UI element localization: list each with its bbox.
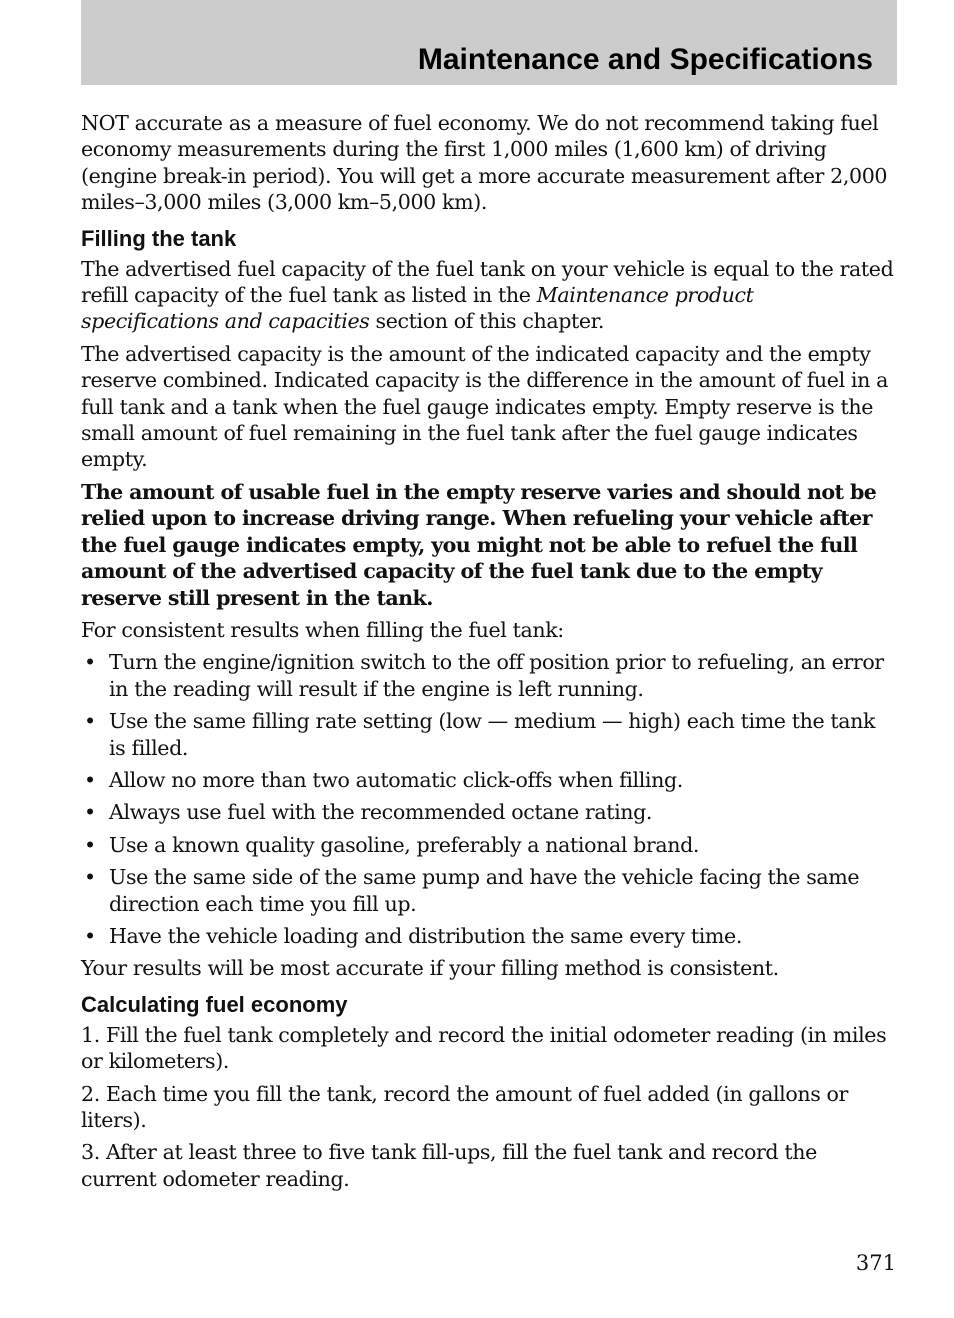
bullet-item: • Use a known quality gasoline, preferably a national brand. — [81, 832, 896, 858]
header-band — [81, 0, 897, 85]
intro-paragraph: NOT accurate as a measure of fuel economy. We do not recommend taking fuel economy measurements during the first 1,000 miles (1,600 km) of driving (engine break-in period). You will get a more accurate measurement after 2,000 miles–3,000 miles (3,000 km–5,000 km). — [81, 111, 888, 215]
bullet-item: • Always use fuel with the recommended octane rating. — [81, 799, 896, 825]
page-title: Maintenance and Specifications — [417, 43, 873, 76]
bullet-item: • Turn the engine/ignition switch to the off position prior to refueling, an error in the reading will result if the engine is left running. — [81, 649, 896, 702]
bullet-item: • Use the same filling rate setting (low — medium — high) each time the tank is filled. — [81, 708, 896, 761]
section-heading-calculating: Calculating fuel economy — [81, 991, 348, 1017]
filling-paragraph-capacity-start: The advertised fuel capacity of the fuel tank on your vehicle is equal to the rated refill capacity of the fuel tank as listed in the — [81, 256, 894, 308]
step-item: 2. Each time you fill the tank, record the amount of fuel added (in gallons or liters). — [81, 1081, 848, 1132]
bullet-item: • Have the vehicle loading and distribution the same every time. — [81, 923, 896, 949]
page-content — [81, 110, 896, 1198]
bullet-item: • Allow no more than two automatic click-offs when filling. — [81, 767, 896, 793]
filling-paragraph-reserve: The advertised capacity is the amount of the indicated capacity and the empty reserve combined. Indicated capacity is the difference in the amount of fuel in a full tank and a tank when the fuel gauge indicates empty. Empty reserve is the small amount of fuel remaining in the fuel tank after the fuel gauge indicates empty. — [81, 341, 888, 472]
step-item: 3. After at least three to five tank fill-ups, fill the fuel tank and record the current odometer reading. — [81, 1140, 817, 1191]
filling-bullet-list — [81, 649, 896, 949]
page-number: 371 — [855, 1251, 896, 1275]
filling-paragraph-capacity-end: section of this chapter. — [369, 309, 604, 334]
filling-closing: Your results will be most accurate if your filling method is consistent. — [81, 956, 779, 981]
step-item: 1. Fill the fuel tank completely and record the initial odometer reading (in miles or kilometers). — [81, 1022, 887, 1074]
warning-paragraph: The amount of usable fuel in the empty reserve varies and should not be relied upon to increase driving range. When refueling your vehicle after the fuel gauge indicates empty, you might not be able to refuel the full amount of the advertised capacity of the fuel tank due to the empty reserve still present in the tank. — [81, 479, 877, 610]
filling-paragraph-capacity — [81, 256, 896, 335]
bullets-lead: For consistent results when filling the fuel tank: — [81, 617, 564, 642]
bullet-item: • Use the same side of the same pump and have the vehicle facing the same direction each time you fill up. — [81, 864, 896, 917]
section-heading-filling: Filling the tank — [81, 225, 237, 251]
chapter-reference: Maintenance product specifications and capacities — [81, 283, 754, 334]
